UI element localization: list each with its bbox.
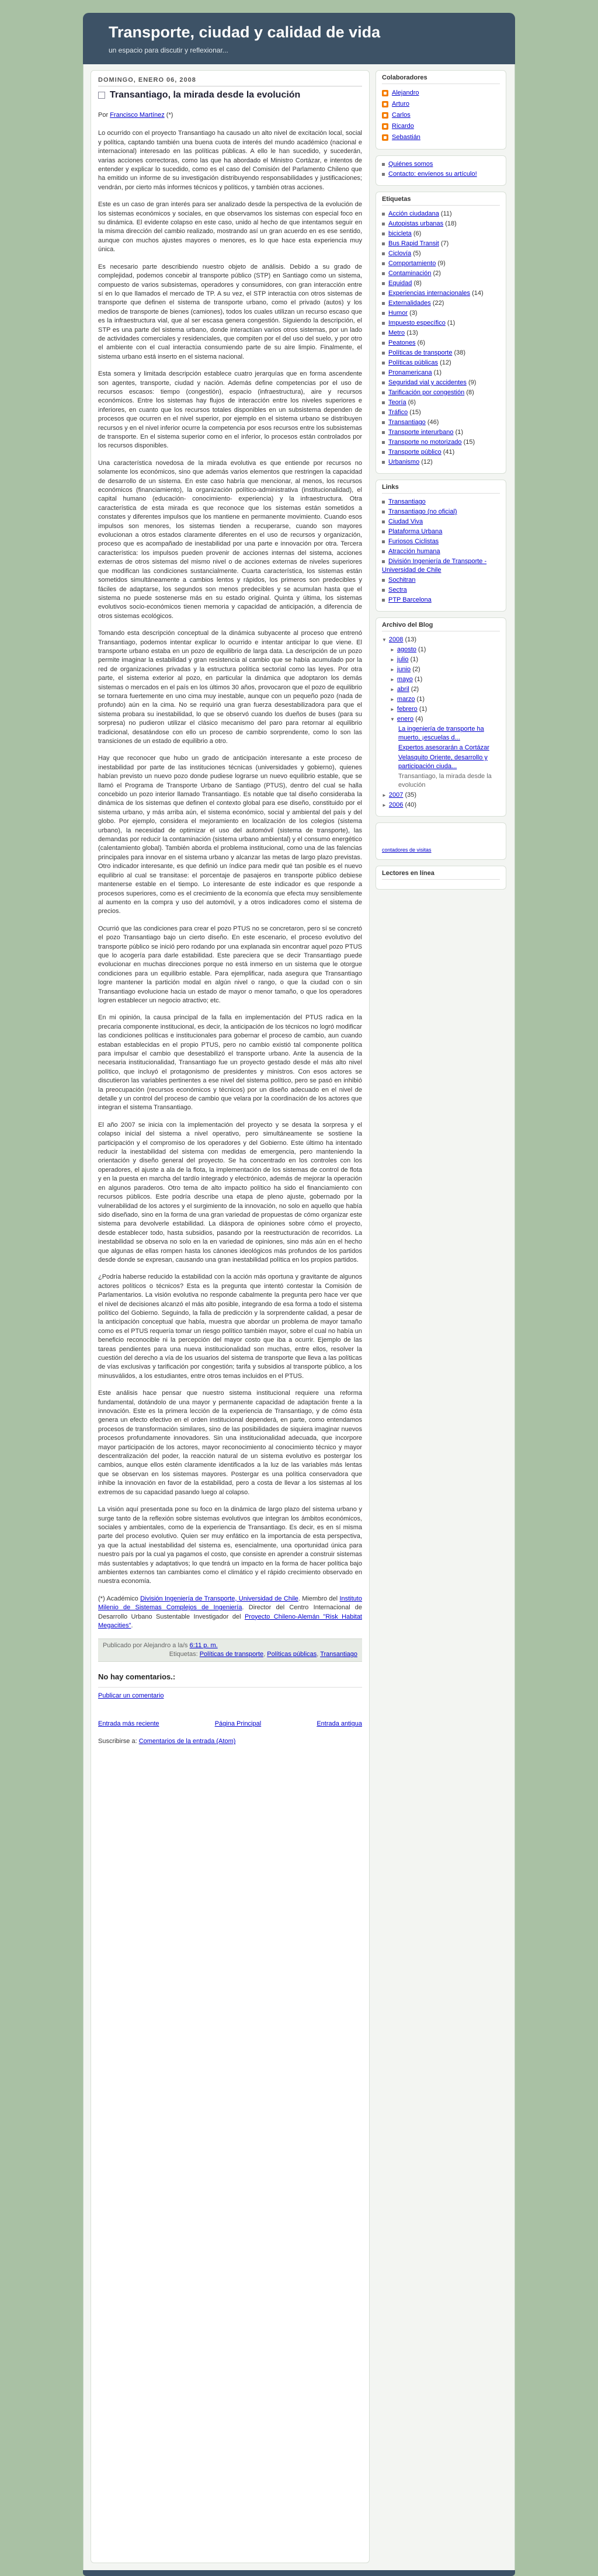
expand-right-icon[interactable]: ►	[390, 677, 395, 682]
contributor-link[interactable]: Alejandro	[392, 89, 419, 96]
blogger-profile-icon	[382, 90, 388, 96]
archive-post-item	[398, 753, 500, 772]
label-item	[382, 457, 500, 467]
label-count: (2)	[433, 270, 441, 277]
contributor-item	[382, 99, 500, 110]
contributor-item	[382, 110, 500, 121]
label-item	[382, 358, 500, 368]
post-paragraph: La visión aquí presentada pone su foco en la dinámica de largo plazo del sistema urbano y surge tanto de la reflexión sobre sistemas evolutivos que integran los ámbitos económicos, sociales y ambientales, como de la experiencia de Transantiago. Es decir, es en sí misma parte del proceso evolutivo. Quien ser muy enfático en la importancia de esta perspectiva, ya que la actual inestabilidad del sistema es, esencialmente, una oportunidad única para nuestro país por la cual ya pagamos el costo, que consiste en aprender a construir sistemas más sustentables y adaptativos; lo que tendrá un impacto en la forma de hacer política bajo ambientes externos tan cambiantes como el climático y el rápido crecimiento observado en nuestra economía.	[98, 1506, 362, 1585]
blogger-profile-icon	[382, 123, 388, 130]
label-link[interactable]: Transporte no motorizado	[388, 439, 462, 446]
external-link[interactable]: Ciudad Viva	[388, 518, 423, 525]
square-bullet-icon	[382, 312, 385, 315]
archive-month-count: (2)	[411, 686, 419, 693]
contributor-item	[382, 88, 500, 99]
square-bullet-icon	[382, 550, 385, 553]
label-count: (41)	[443, 449, 455, 456]
archive-posts-holder	[382, 724, 500, 790]
label-count: (15)	[409, 409, 421, 416]
square-bullet-icon	[382, 242, 385, 245]
links-list	[382, 497, 500, 605]
label-link[interactable]: Seguridad vial y accidentes	[388, 379, 467, 386]
label-link[interactable]: Transporte público	[388, 449, 441, 456]
external-link[interactable]: PTP Barcelona	[388, 596, 432, 603]
archive-year-2008	[382, 635, 500, 645]
post-labels: Etiquetas: Políticas de transporte, Políticas públicas, Transantiago	[169, 1651, 357, 1658]
square-bullet-icon	[382, 352, 385, 355]
label-item	[382, 269, 500, 279]
label-item	[382, 368, 500, 378]
square-bullet-icon	[382, 342, 385, 345]
byline-suffix: (*)	[164, 112, 173, 119]
blog-title[interactable]: Transporte, ciudad y calidad de vida	[109, 23, 381, 41]
square-bullet-icon	[382, 579, 385, 582]
archive-month	[382, 645, 500, 655]
label-link[interactable]: Políticas de transporte	[199, 1651, 264, 1658]
blog-header	[83, 13, 515, 64]
square-bullet-icon	[382, 163, 385, 166]
label-count: (12)	[421, 459, 433, 466]
links-title: Links	[382, 484, 500, 494]
blogger-profile-icon	[382, 134, 388, 141]
label-item	[382, 438, 500, 447]
external-link-item	[382, 557, 500, 575]
square-bullet-icon	[382, 540, 385, 543]
label-count: (3)	[409, 310, 418, 317]
external-link-item	[382, 547, 500, 557]
archive-months-list	[382, 645, 500, 714]
label-count: (6)	[408, 399, 416, 406]
label-link[interactable]: Transporte interurbano	[388, 429, 454, 436]
archive-year-count: (13)	[405, 636, 417, 643]
label-link[interactable]: Transantiago	[320, 1651, 357, 1658]
post-paragraph: El año 2007 se inicia con la implementación del proyecto y se desata la sorpresa y el colapso inicial del sistema a nivel operativo, pero simultáneamente se sostiene la participación y el compromiso de los operadores y del Gobierno. Este último ha intentado reducir la inestabilidad del sistema con medidas de emergencia, pero manteniendo la orientación y diseño general del proyecto. Se ha concentrado en los controles con los operadores, el ajuste a ala de la flota, la implementación de los sistemas de control de flota y en la puesta en marcha del tardío integrado y electrónico, además de mejorar la operación en algunos paraderos. Otro tema de alto impacto político ha sido el financiamiento con recursos públicos. Este podría describe una etapa de pleno ajuste, gobernado por la vulnerabilidad de los actores y el surgimiento de la innovación, no solo en aquello que había sido diseñado, sino en la forma de una gran variedad de propuestas de cómo organizar este sistema para devolverle estabilidad. La diáspora de opiniones sobre cómo el proyecto, desde establecer todo, hasta subsidios, pasando por la reestructuración de recorridos. La inestabilidad se observa no solo en la en variedad de opiniones, sino más aún en el hecho que algunas de ellas rompen hasta los cánones ideológicos más profundos de los partidos desde donde se expresan, causando una gran inestabilidad política en los propios partidos.	[98, 1121, 362, 1263]
label-item	[382, 279, 500, 289]
square-bullet-icon	[382, 282, 385, 285]
note-link-division[interactable]: División Ingeniería de Transporte, Universidad de Chile	[140, 1595, 298, 1602]
post-paragraph: En mi opinión, la causa principal de la falla en implementación del PTUS radica en la precaria componente institucional, es decir, la anticipación de los técnicos no logró modificar las condiciones políticas e institucionales para gobernar el proceso de cambio, aun cuando estaban establecidas en el propio PTUS, pero no cambio existió tal componente política para impulsar el cambio que desestabilizó el transporte urbano. Ante la ausencia de la necesaria institucionalidad, Transantiago fue un proyecto gestado desde el más alto nivel político, que incluyó el protagonismo de presidentes y ministros. Con esos actores se discutieron las variables pertinentes a ese nivel del sistema político, pero se pasó en inhibió la preocupación (recursos económicos y técnicos) por un diseño adecuado en el nivel de detalle y un control del proceso de cambio que velara por la coordinación de los actores que integran el sistema Transantiago.	[98, 1014, 362, 1112]
archive-year-count: (40)	[405, 801, 417, 808]
archive-year-2006	[382, 800, 500, 810]
external-link-item	[382, 517, 500, 527]
post-byline	[98, 111, 362, 120]
archive-list	[382, 635, 500, 810]
misc-link-item	[382, 169, 500, 179]
label-link[interactable]: Tráfico	[388, 409, 408, 416]
archive-widget	[376, 617, 506, 817]
label-link[interactable]: Políticas públicas	[388, 359, 438, 366]
label-link[interactable]: Políticas públicas	[267, 1651, 317, 1658]
label-link[interactable]: Teoría	[388, 399, 406, 406]
label-item	[382, 338, 500, 348]
expand-right-icon[interactable]: ►	[390, 647, 395, 652]
square-bullet-icon	[382, 381, 385, 384]
misc-link-item	[382, 159, 500, 169]
label-count: (12)	[440, 359, 451, 366]
label-item	[382, 378, 500, 388]
archive-year-link[interactable]: 2008	[388, 636, 404, 643]
label-count: (15)	[463, 439, 475, 446]
post-paragraph: Es necesario parte describiendo nuestro objeto de análisis. Debido a su grado de complejidad, podemos concebir al transporte público (STP) en Santiago como un sistema, compuesto de varios subsistemas, operadores y consumidores, con gran interacción entre sí en lo que llamados el mercado de TP. A su vez, el STP interactúa con otros sistemas de transporte que definen el sistema de transporte urbano, como el privado (autos) y los medios de transporte de bienes (camiones), todos los cuales utilizan un recurso escaso que es la infraestructura vial, que al ser escasa genera congestión. Siguiendo la descripción, el STP es una parte del sistema urbano, donde interactúan varios otros sistemas, por un lado de actividades comerciales y residenciales, que compiten por el del uso del suelo, y por otro el ambiente con el cual interactúa consumiendo parte de su aire limpio. Finalmente, el sistema urbano está inserto en el sistema nacional.	[98, 263, 362, 360]
label-link[interactable]: bicicleta	[388, 230, 412, 237]
external-link-item	[382, 537, 500, 547]
label-item	[382, 398, 500, 408]
label-item	[382, 239, 500, 249]
post-bullet-icon	[98, 92, 105, 99]
main-column	[91, 70, 370, 2563]
archive-year-2007	[382, 790, 500, 800]
square-bullet-icon	[382, 272, 385, 275]
expand-down-icon[interactable]: ▼	[390, 717, 395, 722]
comments-heading: No hay comentarios.:	[98, 1672, 176, 1682]
note-prefix: (*) Académico	[98, 1595, 141, 1602]
blog-container	[83, 13, 515, 2570]
archive-current-post: Transantiago, la mirada desde la evolución	[398, 773, 492, 789]
expand-down-icon[interactable]: ▼	[382, 637, 387, 643]
label-count: (11)	[440, 210, 452, 217]
post-paragraphs	[98, 129, 362, 1586]
label-count: (8)	[413, 280, 422, 287]
external-link-item	[382, 497, 500, 507]
bottom-bar	[83, 2570, 515, 2576]
archive-post-item	[398, 743, 500, 753]
label-link[interactable]: Tarificación por congestión	[388, 389, 465, 396]
label-item	[382, 229, 500, 239]
links-widget	[376, 480, 506, 612]
square-bullet-icon	[382, 589, 385, 592]
archive-month	[382, 655, 500, 665]
external-link[interactable]: Transantiago (no oficial)	[388, 508, 457, 515]
square-bullet-icon	[382, 322, 385, 325]
contributor-link[interactable]: Ricardo	[392, 123, 414, 130]
square-bullet-icon	[382, 530, 385, 533]
square-bullet-icon	[382, 173, 385, 176]
newer-post-link[interactable]: Entrada más reciente	[98, 1720, 159, 1728]
label-link[interactable]: Pronamericana	[388, 369, 432, 376]
label-item	[382, 318, 500, 328]
square-bullet-icon	[382, 362, 385, 364]
external-link[interactable]: Sectra	[388, 586, 407, 593]
post-paragraph: Este es un caso de gran interés para ser analizado desde la perspectiva de la evolución de los sistemas económicos y sociales, en que observamos los sistemas con especial foco en su dinámica. El evidente colapso en este caso, unido al hecho de que intentamos seguir en la misma dirección del cambio realizado, mostrando así un gran acuerdo en es ese sentido, aunque con muchos ajustes mayores o menores, es lo que hace esta experiencia muy única.	[98, 201, 362, 254]
square-bullet-icon	[382, 461, 385, 464]
post-date: DOMINGO, ENERO 06, 2008	[98, 75, 362, 86]
contributors-list	[382, 88, 500, 143]
archive-post-item	[398, 724, 500, 743]
external-link[interactable]: Furiosos Ciclistas	[388, 538, 439, 545]
content-frame	[83, 64, 515, 2570]
subscribe-link[interactable]: Comentarios de la entrada (Atom)	[138, 1738, 236, 1745]
square-bullet-icon	[382, 213, 385, 216]
label-count: (8)	[466, 389, 474, 396]
blog-pager	[98, 1720, 362, 1727]
archive-year-link[interactable]: 2007	[388, 791, 404, 799]
archive-month-link[interactable]: enero	[397, 716, 414, 723]
archive-year-link[interactable]: 2006	[388, 801, 404, 808]
expand-right-icon[interactable]: ►	[390, 667, 395, 672]
label-count: (1)	[433, 369, 442, 376]
archive-post-link[interactable]: La ingeniería de transporte ha muerto, ¡escuelas d...	[398, 725, 484, 741]
archive-months	[382, 645, 500, 714]
label-count: (1)	[447, 320, 456, 327]
square-bullet-icon	[382, 332, 385, 335]
contributor-link[interactable]: Arturo	[392, 100, 409, 107]
misc-link[interactable]: Contacto: envíenos su artículo!	[388, 171, 477, 178]
square-bullet-icon	[382, 451, 385, 454]
square-bullet-icon	[382, 431, 385, 434]
labels-title: Etiquetas	[382, 196, 500, 206]
readers-title: Lectores en línea	[382, 870, 500, 880]
archive-month-count: (1)	[418, 646, 426, 653]
archive-month-count: (4)	[415, 716, 423, 723]
archive-posts	[382, 724, 500, 790]
label-item	[382, 249, 500, 259]
label-item	[382, 219, 500, 229]
counter-image-placeholder	[382, 827, 500, 846]
square-bullet-icon	[382, 391, 385, 394]
label-item	[382, 388, 500, 398]
labels-widget	[376, 192, 506, 474]
label-count: (38)	[454, 349, 466, 356]
label-link[interactable]: Comportamiento	[388, 260, 436, 267]
square-bullet-icon	[382, 511, 385, 513]
expand-right-icon[interactable]: ►	[390, 687, 395, 692]
external-link-item	[382, 585, 500, 595]
blogger-profile-icon	[382, 101, 388, 107]
label-count: (18)	[445, 220, 457, 227]
sidebar	[376, 70, 506, 895]
label-item	[382, 408, 500, 418]
label-link[interactable]: Ciclovía	[388, 250, 412, 257]
expand-right-icon[interactable]: ►	[390, 697, 395, 702]
post-paragraph: Hay que reconocer que hubo un grado de anticipación interesante a este proceso de inestabilidad por parte de las instituciones técnicas (universidades y gobierno), quienes habían previsto un nuevo pozo donde pudiese lograrse un nuevo equilibrio estable, que se llamó el Programa de Transporte Urbano de Santiago (PTUS), dentro del cual se halla concebido un pozo interior llamado Transantiago. Es notable que tal diseño consideraba la dinámica de los sistemas que definen el contexto global para ese diseño, constituido por el sistema urbano, y más arriba aún, el sistema económico, social y ambiental del país y del globo. Por ejemplo, considera el mejoramiento en localización de los colegios (sistema urbano), la necesidad de optimizar el uso del automóvil (sistema de transporte), las demandas por reducir la contaminación (sistema urbano ambiental) y el consumo energético (calentamiento global). También aborda el problema institucional, como una de las falencias principales para innovar en el sistema urbano y alcanzar las metas de largo plazo previstas. Otro indicador interesante, es que definió un índice para medir qué tan posible es el nuevo equilibrio al cual se transitase: el porcentaje de pasajeros en transporte público debiese mantenerse estable en el tiempo. Lo interesante de este indicador es que responde a procesos superiores, como es el crecimiento de la economía que efecta muy sensiblemente al aumento en la compra y uso del automóvil, y a otros indicadores como el sistema de precios.	[98, 755, 362, 915]
square-bullet-icon	[382, 401, 385, 404]
square-bullet-icon	[382, 372, 385, 374]
contributor-link[interactable]: Sebastián	[392, 134, 420, 141]
archive-month-link[interactable]: julio	[397, 656, 409, 663]
label-link[interactable]: Humor	[388, 310, 408, 317]
external-link-item	[382, 527, 500, 537]
archive-month-link[interactable]: mayo	[397, 676, 413, 683]
post-paragraph: ¿Podría haberse reducido la estabilidad con la acción más oportuna y gravitante de algunos actores políticos o técnicos? Esta es la pregunta que intentó contestar la Comisión de Parlamentarios. La visión evolutiva no responde cabalmente la pregunta pero hace ver que el nivel de decisiones alcanzó el más alto posible, integrando de esa forma a todo el sistema político del Gobierno. Seguindo, la falla de predicción y la sorprendente calidad, a pesar de la anticipación conceptual que había, muestra que abordar un problema de mayor tamaño como es el PTUS requería tomar un riesgo político también mayor, sobre el cual no había un beneficio reconocible ni la percepción del mayor costo que iba a ocurrir. Ejemplo de las tareas pendientes para una nueva institucionalidad son muchas, entre ellos, resolver la cuestión del derecho a vía de los usuarios del sistema de transporte que lleva a las políticas de vías exclusivas y tarificación por congestión; tarifa y subsidios al transporte público, a los minusválidos, a los estudiantes, entre otros temas incluidos en el PTUS.	[98, 1273, 362, 1380]
post-author-line	[103, 1641, 357, 1650]
labels-list	[382, 209, 500, 467]
label-link[interactable]: Metro	[388, 329, 405, 336]
square-bullet-icon	[382, 599, 385, 602]
note-end: .	[131, 1622, 133, 1629]
square-bullet-icon	[382, 292, 385, 295]
square-bullet-icon	[382, 262, 385, 265]
label-item	[382, 308, 500, 318]
post-title-text: Transantiago, la mirada desde la evolución	[110, 90, 301, 100]
label-link[interactable]: Acción ciudadana	[388, 210, 439, 217]
readers-widget	[376, 866, 506, 890]
note-mid2: . Director del Centro Internacional de Desarrollo Urbano Sustentable Investigador del	[98, 1604, 362, 1620]
archive-month-link[interactable]: abril	[397, 686, 409, 693]
label-link[interactable]: Experiencias internacionales	[388, 290, 471, 297]
archive-month-count: (1)	[416, 696, 425, 703]
post-comment-link[interactable]: Publicar un comentario	[98, 1692, 164, 1700]
subscribe-line	[98, 1738, 362, 1745]
archive-month	[382, 675, 500, 685]
expand-right-icon[interactable]: ►	[382, 793, 387, 798]
label-item	[382, 348, 500, 358]
archive-post-link[interactable]: Velasquito Oriente, desarrollo y participación ciuda...	[398, 754, 488, 770]
label-count: (46)	[427, 419, 439, 426]
label-item	[382, 259, 500, 269]
square-bullet-icon	[382, 501, 385, 504]
published-by: Publicado por Alejandro	[103, 1642, 171, 1650]
blogger-profile-icon	[382, 112, 388, 119]
note-link-proyecto[interactable]: Proyecto Chileno-Alemán "Risk Habitat Megacities"	[98, 1613, 362, 1629]
expand-right-icon[interactable]: ►	[390, 657, 395, 662]
label-count: (1)	[455, 429, 464, 436]
external-link-item	[382, 575, 500, 585]
square-bullet-icon	[382, 411, 385, 414]
label-link[interactable]: Impuesto específico	[388, 320, 446, 327]
square-bullet-icon	[382, 232, 385, 235]
external-link-item	[382, 507, 500, 517]
misc-links-widget	[376, 155, 506, 186]
post-paragraph: Tomando esta descripción conceptual de la dinámica subyacente al proceso que entrenó Transantiago, podemos intentar explicar lo ocurrido e intentar anticipar lo que viene. El transporte urbano estaba en un pozo de equilibrio de larga data. La descripción de un pozo permite imaginar la estabilidad y gran resistencia al cambio que se había acumulado por la red de organizaciones privadas y la estructura política sectorial como las leyes. Por otra parte, el sistema exterior al pozo, en particular la dinámica que adoptaron los demás sistemas o mercados en el país en los últimos 30 años, provocaron que el pozo de equilibrio se tornara fuertemente en uno cima muy inestable, aunque con un pequeño pozo (nada de profundo) aún en la cima. No se requirió una gran fuerza desestabilizadora para que el sistema probara su inestabilidad, lo que se observó cuando los dueños de buses (para su sorpresa) no pudieron utilizar el clásico mecanismo del paro para retornar al equilibrio tradicional, desatándose con ello un proceso de cambio sorprendente, como lo son las transiciones de un estado de equilibrio a otro.	[98, 630, 362, 745]
square-bullet-icon	[382, 520, 385, 523]
square-bullet-icon	[382, 302, 385, 305]
older-post-link[interactable]: Entrada antigua	[317, 1720, 362, 1728]
label-item	[382, 298, 500, 308]
archive-month-count: (1)	[414, 676, 423, 683]
label-count: (14)	[472, 290, 484, 297]
label-link[interactable]: Políticas de transporte	[388, 349, 453, 356]
label-link[interactable]: Equidad	[388, 280, 412, 287]
label-count: (9)	[468, 379, 477, 386]
label-item	[382, 209, 500, 219]
label-item	[382, 428, 500, 438]
label-item	[382, 418, 500, 428]
external-link[interactable]: Plataforma Urbana	[388, 528, 443, 535]
post-paragraph: Ocurrió que las condiciones para crear el pozo PTUS no se concretaron, pero sí se concretó el pozo Transantiago bajo un cierto diseño. En este escenario, el proceso evolutivo del transporte público se inició pero rodando por una explanada sin encontrar aquel pozo PTUS que lo acogería para darle estabilidad. Este pareciera que se decir Transantiago puede evolucionar en muchas direcciones porque no está inmerso en un sistema que le otorgue condiciones para un equilibrio estable. Para ejemplificar, nada asegura que Transantiago logre mantener la partición modal en algún nivel o rango, o que la ciudad con o sin Transantiago evolucione hacia un estado de mayor o menor tamaño, o que los operadores logren establecer un negocio atractivo; etc.	[98, 925, 362, 1004]
author-note	[98, 1595, 362, 1631]
label-count: (13)	[406, 329, 418, 336]
note-link-instituto[interactable]: Instituto Milenio de Sistemas Complejos de Ingeniería	[98, 1595, 362, 1612]
label-count: (5)	[413, 250, 421, 257]
archive-month	[382, 704, 500, 714]
label-item	[382, 328, 500, 338]
labels-prefix: Etiquetas:	[169, 1651, 198, 1658]
archive-month	[382, 665, 500, 675]
label-link[interactable]: Transantiago	[388, 419, 426, 426]
contributor-item	[382, 132, 500, 143]
archive-month-link[interactable]: junio	[397, 666, 411, 673]
label-item	[382, 289, 500, 298]
label-link[interactable]: Bus Rapid Transit	[388, 240, 439, 247]
at-label: a la/s	[172, 1642, 188, 1650]
comments-section	[98, 1672, 362, 1699]
home-link[interactable]: Página Principal	[214, 1720, 262, 1728]
archive-year-count: (35)	[405, 791, 417, 799]
external-link[interactable]: Atracción humana	[388, 548, 440, 555]
label-count: (9)	[437, 260, 446, 267]
label-count: (6)	[413, 230, 422, 237]
byline-prefix: Por	[98, 112, 110, 119]
archive-month-count: (1)	[419, 706, 427, 713]
external-link[interactable]: Transantiago	[388, 498, 426, 505]
label-count: (6)	[417, 339, 425, 346]
post-paragraph: Una característica novedosa de la mirada evolutiva es que entiende por recursos no solamente los económicos, sino que además varios elementos que restringen la capacidad de desarrollo de un sistema. En este caso habría que mencionar, al menos, los recursos económicos (financiamiento), la organización político-administrativa (institucionalidad), el capital humano (educación- conocimiento- experiencia) y la infraestructura. Otra característica de esta mirada es que reconoce que los sistemas están sometidos a constates y diferentes impulsos que los mantiene en permanente movimiento. Cuando esos impulsos son menores, los sistemas tienden a recuperarse, cuando son mayores evolucionan a otros estados claramente diferentes en el uso de recursos y organización, proceso que es acompañado de inestabilidad por una parte e innovación por otra. Tercera característica: los impulsos pueden provenir de acciones internas del sistema, acciones externas de otros sistemas del mismo nivel o de acciones externas de niveles superiores que modifican las condiciones sustancialmente. Cuarta característica, los sistemas están sometidos simultáneamente a cambios lentos y rápidos, los primeros son predecibles y fáciles de adaptarse, los segundos son menos predecibles y se acumulan hasta que el sistema no puede sostenerse más en su estado original. Quinta y última, los sistemas evolutivos socio-económicos tienen memoria y capacidad de anticipación, a diferencia de otros sistemas ecológicos.	[98, 459, 362, 620]
external-link-item	[382, 595, 500, 605]
square-bullet-icon	[382, 421, 385, 424]
contributor-link[interactable]: Carlos	[392, 112, 411, 119]
archive-month-link[interactable]: agosto	[397, 646, 416, 653]
post-footer	[98, 1638, 362, 1662]
visitor-counter-widget	[376, 822, 506, 860]
label-link[interactable]: Peatones	[388, 339, 416, 346]
label-link[interactable]: Autopistas urbanas	[388, 220, 444, 227]
label-link[interactable]: Urbanismo	[388, 459, 420, 466]
misc-links-list	[382, 159, 500, 179]
archive-month-link[interactable]: febrero	[397, 706, 418, 713]
external-link[interactable]: Sochitran	[388, 577, 416, 584]
square-bullet-icon	[382, 252, 385, 255]
archive-month	[382, 685, 500, 695]
label-link[interactable]: Externalidades	[388, 300, 431, 307]
misc-link[interactable]: Quiénes somos	[388, 161, 433, 168]
label-link[interactable]: Contaminación	[388, 270, 432, 277]
square-bullet-icon	[382, 441, 385, 444]
square-bullet-icon	[382, 223, 385, 225]
label-count: (7)	[440, 240, 449, 247]
contributors-title: Colaboradores	[382, 74, 500, 84]
note-mid: . Miembro del	[298, 1595, 340, 1602]
author-link[interactable]: Francisco Martínez	[110, 112, 165, 119]
expand-right-icon[interactable]: ►	[382, 803, 387, 808]
label-count: (22)	[432, 300, 444, 307]
comment-actions	[98, 1687, 362, 1699]
archive-title: Archivo del Blog	[382, 622, 500, 631]
archive-post-link[interactable]: Expertos asesorarán a Cortázar	[398, 744, 489, 751]
label-item	[382, 447, 500, 457]
archive-month-count: (1)	[410, 656, 419, 663]
subscribe-prefix: Suscribirse a:	[98, 1738, 139, 1745]
contributor-item	[382, 121, 500, 132]
archive-post-item	[398, 772, 500, 790]
archive-month-enero	[382, 714, 500, 724]
blog-description: un espacio para discutir y reflexionar...	[109, 46, 228, 54]
post-paragraph: Lo ocurrido con el proyecto Transantiago ha causado un alto nivel de excitación local, social y política, captando también una buena cuota de interés del mundo académico (nacional e internacional) interesado en las políticas públicas. A ello le han sucedido, y sucederán, varias acciones correctoras, como las que ha abordado el Ministro Cortázar, e intentos de entender y explicar lo sucedido, como es el caso del Comisión del Parlamento Chileno que ha emitido un informe de su investigación distribuyendo responsabilidades y justificaciones; vendrán, por cierto más informes técnicos y políticos, y también otras acciones.	[98, 130, 362, 191]
external-link[interactable]: División Ingeniería de Transporte - Universidad de Chile	[382, 558, 487, 574]
visitor-counter-link[interactable]: contadores de visitas	[382, 847, 432, 853]
post-title	[98, 90, 362, 100]
contributors-widget	[376, 70, 506, 150]
post-body	[98, 111, 362, 1630]
archive-month	[382, 695, 500, 704]
post-time-link[interactable]: 6:11 p. m.	[189, 1642, 218, 1650]
expand-right-icon[interactable]: ►	[390, 707, 395, 712]
post-paragraph: Esta somera y limitada descripción establece cuatro jerarquías que en forma ascendente son agentes, transporte, ciudad y nación. Además define competencias por el uso de recursos escasos: tiempo (congestión), espacio (infraestructura), aire y recursos económicos. Entre los sistemas hay flujos de interacción entre los niveles superiores e inferiores, en cuanto que los recursos totales disponibles en un subsistema dependen de procesos que ocurren en el nivel superior, por ejemplo en el sistema urbano se distribuyen recursos y en el nivel inferior ocurre la competencia por esos recursos entre los subsistemas de transporte. En el sistema superior como en el inferior, lo procesos están controlados por los recursos disponibles.	[98, 370, 362, 450]
archive-month-count: (2)	[412, 666, 420, 673]
square-bullet-icon	[382, 560, 385, 563]
archive-month-link[interactable]: marzo	[397, 696, 415, 703]
post-paragraph: Este análisis hace pensar que nuestro sistema institucional requiere una reforma fundamental, dotándolo de una mayor y permanente capacidad de adaptación frente a la innovación. Este es la primera lección de la experiencia de Transantiago, y de cómo ésta genera un efecto efectivo en el orden institucional dependerá, en parte, como entendamos procesos de transformación similares, sino de las posibilidades de siquiera imaginar nuevos procesos profundamente innovadores. Sin una institucionalidad adecuada, que incorpore mayor participación de los actores, mayor reconocimiento al conocimiento técnico y mayor descentralización del poder, la reacción natural de un sistema evolutivo es postergar los cambios, aunque ellos estén claramente identificados a la luz de las variables más lentas que se observan en los sistemas mayores. Postergar es una política conservadora que inhibe la innovación en favor de la estabilidad, pero a costa de llevar a los sistemas al los extremos de su capacidad pasando luego al colapso.	[98, 1390, 362, 1496]
